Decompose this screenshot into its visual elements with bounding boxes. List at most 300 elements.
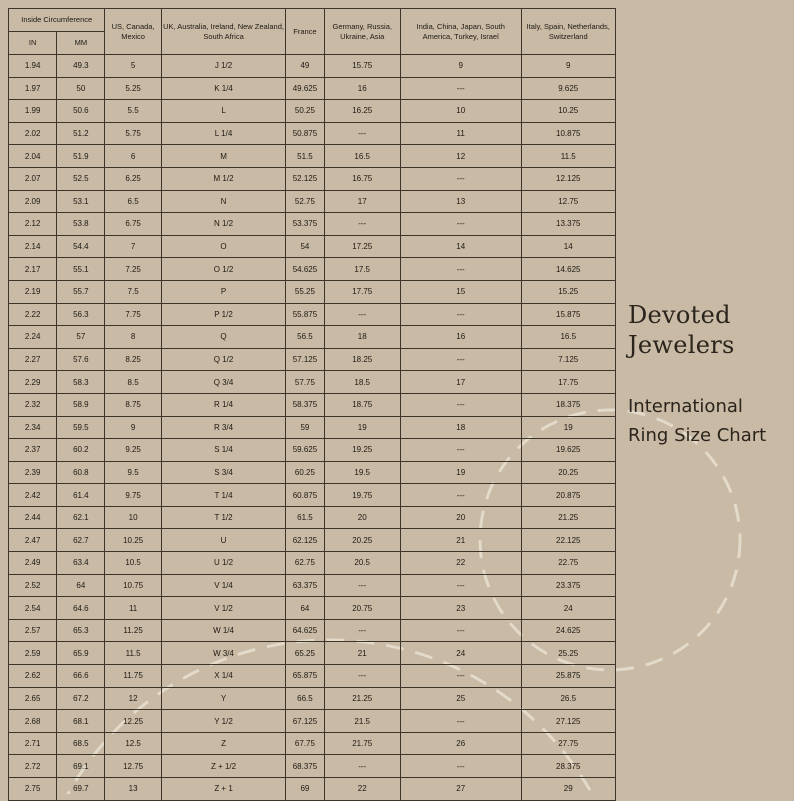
cell-uk: W 3/4 <box>161 642 286 665</box>
cell-in: 1.99 <box>9 100 57 123</box>
cell-uk: R 3/4 <box>161 416 286 439</box>
cell-uk: P 1/2 <box>161 303 286 326</box>
cell-india: --- <box>400 755 521 778</box>
cell-france: 51.5 <box>286 145 324 168</box>
cell-mm: 68.1 <box>57 710 105 733</box>
cell-in: 2.59 <box>9 642 57 665</box>
cell-germany: 20.25 <box>324 529 400 552</box>
cell-us: 10.5 <box>105 552 161 575</box>
cell-in: 2.75 <box>9 778 57 801</box>
cell-us: 7 <box>105 235 161 258</box>
table-row <box>9 755 616 778</box>
cell-france: 64.625 <box>286 619 324 642</box>
cell-us: 12.25 <box>105 710 161 733</box>
cell-in: 2.27 <box>9 348 57 371</box>
cell-france: 69 <box>286 778 324 801</box>
cell-italy: 28.375 <box>521 755 616 778</box>
cell-france: 60.25 <box>286 461 324 484</box>
cell-in: 2.42 <box>9 484 57 507</box>
cell-us: 13 <box>105 778 161 801</box>
cell-uk: R 1/4 <box>161 393 286 416</box>
cell-mm: 52.5 <box>57 167 105 190</box>
header-france: France <box>286 9 324 55</box>
cell-us: 8.5 <box>105 371 161 394</box>
cell-germany: --- <box>324 755 400 778</box>
cell-uk: K 1/4 <box>161 77 286 100</box>
table-row <box>9 303 616 326</box>
cell-india: --- <box>400 619 521 642</box>
cell-mm: 58.3 <box>57 371 105 394</box>
table-row <box>9 461 616 484</box>
cell-mm: 62.7 <box>57 529 105 552</box>
cell-italy: 19.625 <box>521 439 616 462</box>
cell-in: 2.14 <box>9 235 57 258</box>
cell-france: 50.875 <box>286 122 324 145</box>
cell-us: 11.25 <box>105 619 161 642</box>
cell-france: 64 <box>286 597 324 620</box>
cell-uk: V 1/2 <box>161 597 286 620</box>
table-row <box>9 190 616 213</box>
cell-india: 15 <box>400 280 521 303</box>
cell-france: 53.375 <box>286 213 324 236</box>
cell-germany: 19.5 <box>324 461 400 484</box>
cell-india: --- <box>400 77 521 100</box>
cell-us: 12.5 <box>105 732 161 755</box>
cell-us: 6.75 <box>105 213 161 236</box>
cell-us: 9.75 <box>105 484 161 507</box>
table-row <box>9 416 616 439</box>
cell-mm: 49.3 <box>57 55 105 78</box>
cell-in: 2.09 <box>9 190 57 213</box>
cell-in: 1.94 <box>9 55 57 78</box>
cell-germany: 21.25 <box>324 687 400 710</box>
header-uk: UK, Australia, Ireland, New Zealand, South Africa <box>161 9 286 55</box>
cell-mm: 53.1 <box>57 190 105 213</box>
header-inside-circumference: Inside Circumference <box>9 9 105 32</box>
table-row <box>9 778 616 801</box>
cell-germany: --- <box>324 122 400 145</box>
cell-in: 2.12 <box>9 213 57 236</box>
cell-mm: 67.2 <box>57 687 105 710</box>
cell-india: 24 <box>400 642 521 665</box>
cell-us: 6.25 <box>105 167 161 190</box>
header-italy: Italy, Spain, Netherlands, Switzerland <box>521 9 616 55</box>
cell-italy: 20.875 <box>521 484 616 507</box>
cell-italy: 20.25 <box>521 461 616 484</box>
cell-us: 9 <box>105 416 161 439</box>
cell-germany: 16.75 <box>324 167 400 190</box>
cell-italy: 10.875 <box>521 122 616 145</box>
header-germany: Germany, Russia, Ukraine, Asia <box>324 9 400 55</box>
cell-france: 60.875 <box>286 484 324 507</box>
cell-in: 2.71 <box>9 732 57 755</box>
cell-us: 10.75 <box>105 574 161 597</box>
cell-germany: 17.5 <box>324 258 400 281</box>
cell-india: 19 <box>400 461 521 484</box>
cell-in: 2.52 <box>9 574 57 597</box>
cell-uk: Q 1/2 <box>161 348 286 371</box>
header-us: US, Canada, Mexico <box>105 9 161 55</box>
cell-italy: 24.625 <box>521 619 616 642</box>
table-row <box>9 235 616 258</box>
cell-india: 18 <box>400 416 521 439</box>
cell-france: 57.75 <box>286 371 324 394</box>
cell-us: 6 <box>105 145 161 168</box>
table-row <box>9 348 616 371</box>
cell-france: 65.875 <box>286 665 324 688</box>
cell-uk: Z <box>161 732 286 755</box>
cell-uk: U <box>161 529 286 552</box>
cell-germany: 16.25 <box>324 100 400 123</box>
cell-italy: 9 <box>521 55 616 78</box>
cell-france: 57.125 <box>286 348 324 371</box>
cell-france: 54 <box>286 235 324 258</box>
table-row <box>9 484 616 507</box>
cell-france: 67.75 <box>286 732 324 755</box>
cell-germany: 21.5 <box>324 710 400 733</box>
ring-size-table <box>8 8 616 801</box>
cell-uk: T 1/2 <box>161 506 286 529</box>
cell-germany: 19 <box>324 416 400 439</box>
cell-mm: 55.1 <box>57 258 105 281</box>
table-row <box>9 100 616 123</box>
cell-india: --- <box>400 393 521 416</box>
cell-india: 23 <box>400 597 521 620</box>
cell-us: 12 <box>105 687 161 710</box>
cell-mm: 59.5 <box>57 416 105 439</box>
cell-in: 2.19 <box>9 280 57 303</box>
cell-germany: 21 <box>324 642 400 665</box>
cell-france: 55.25 <box>286 280 324 303</box>
table-row <box>9 326 616 349</box>
cell-mm: 68.5 <box>57 732 105 755</box>
cell-germany: 18.75 <box>324 393 400 416</box>
cell-uk: Y <box>161 687 286 710</box>
cell-france: 49.625 <box>286 77 324 100</box>
cell-france: 58.375 <box>286 393 324 416</box>
table-row <box>9 280 616 303</box>
cell-france: 49 <box>286 55 324 78</box>
table-row <box>9 258 616 281</box>
cell-italy: 25.875 <box>521 665 616 688</box>
cell-uk: V 1/4 <box>161 574 286 597</box>
cell-us: 11.5 <box>105 642 161 665</box>
cell-india: --- <box>400 439 521 462</box>
cell-in: 2.34 <box>9 416 57 439</box>
header-india: India, China, Japan, South America, Turkey, Israel <box>400 9 521 55</box>
cell-italy: 18.375 <box>521 393 616 416</box>
table-row <box>9 597 616 620</box>
cell-france: 59.625 <box>286 439 324 462</box>
table-row <box>9 619 616 642</box>
cell-us: 9.25 <box>105 439 161 462</box>
cell-india: --- <box>400 484 521 507</box>
cell-italy: 29 <box>521 778 616 801</box>
cell-germany: 17.25 <box>324 235 400 258</box>
cell-italy: 11.5 <box>521 145 616 168</box>
cell-mm: 62.1 <box>57 506 105 529</box>
cell-france: 50.25 <box>286 100 324 123</box>
cell-in: 2.49 <box>9 552 57 575</box>
cell-uk: L <box>161 100 286 123</box>
cell-germany: --- <box>324 619 400 642</box>
cell-in: 2.54 <box>9 597 57 620</box>
cell-italy: 15.875 <box>521 303 616 326</box>
table-row <box>9 393 616 416</box>
cell-mm: 58.9 <box>57 393 105 416</box>
cell-uk: P <box>161 280 286 303</box>
cell-in: 2.39 <box>9 461 57 484</box>
cell-italy: 15.25 <box>521 280 616 303</box>
cell-mm: 54.4 <box>57 235 105 258</box>
cell-germany: 21.75 <box>324 732 400 755</box>
cell-us: 11.75 <box>105 665 161 688</box>
cell-uk: M 1/2 <box>161 167 286 190</box>
cell-mm: 57.6 <box>57 348 105 371</box>
table-row <box>9 665 616 688</box>
cell-uk: Z + 1/2 <box>161 755 286 778</box>
cell-in: 2.24 <box>9 326 57 349</box>
cell-uk: U 1/2 <box>161 552 286 575</box>
subtitle-line-1: International <box>628 396 743 417</box>
cell-india: 12 <box>400 145 521 168</box>
cell-mm: 51.2 <box>57 122 105 145</box>
cell-us: 9.5 <box>105 461 161 484</box>
cell-in: 2.62 <box>9 665 57 688</box>
table-row <box>9 122 616 145</box>
cell-us: 5.75 <box>105 122 161 145</box>
cell-germany: 16 <box>324 77 400 100</box>
brand-line-1: Devoted <box>628 301 731 329</box>
cell-india: 27 <box>400 778 521 801</box>
cell-germany: --- <box>324 213 400 236</box>
cell-france: 68.375 <box>286 755 324 778</box>
cell-italy: 14 <box>521 235 616 258</box>
cell-india: 11 <box>400 122 521 145</box>
cell-italy: 21.25 <box>521 506 616 529</box>
cell-mm: 69.1 <box>57 755 105 778</box>
cell-india: 17 <box>400 371 521 394</box>
cell-italy: 24 <box>521 597 616 620</box>
brand-line-2: Jewelers <box>628 331 735 359</box>
chart-subtitle <box>628 392 766 450</box>
cell-italy: 26.5 <box>521 687 616 710</box>
cell-mm: 56.3 <box>57 303 105 326</box>
cell-us: 8 <box>105 326 161 349</box>
table-row <box>9 732 616 755</box>
cell-mm: 69.7 <box>57 778 105 801</box>
cell-france: 63.375 <box>286 574 324 597</box>
cell-germany: 19.75 <box>324 484 400 507</box>
cell-uk: J 1/2 <box>161 55 286 78</box>
cell-france: 56.5 <box>286 326 324 349</box>
cell-italy: 22.75 <box>521 552 616 575</box>
cell-italy: 7.125 <box>521 348 616 371</box>
cell-mm: 60.2 <box>57 439 105 462</box>
cell-india: --- <box>400 665 521 688</box>
cell-germany: 19.25 <box>324 439 400 462</box>
cell-italy: 25.25 <box>521 642 616 665</box>
cell-in: 2.02 <box>9 122 57 145</box>
table-row <box>9 687 616 710</box>
cell-germany: --- <box>324 574 400 597</box>
cell-india: --- <box>400 574 521 597</box>
cell-uk: W 1/4 <box>161 619 286 642</box>
table-row <box>9 552 616 575</box>
cell-italy: 12.75 <box>521 190 616 213</box>
cell-germany: --- <box>324 303 400 326</box>
cell-germany: 22 <box>324 778 400 801</box>
cell-us: 8.75 <box>105 393 161 416</box>
cell-india: 25 <box>400 687 521 710</box>
cell-us: 7.75 <box>105 303 161 326</box>
cell-france: 66.5 <box>286 687 324 710</box>
cell-in: 2.17 <box>9 258 57 281</box>
cell-italy: 27.75 <box>521 732 616 755</box>
cell-germany: 20.5 <box>324 552 400 575</box>
cell-in: 2.57 <box>9 619 57 642</box>
cell-germany: --- <box>324 665 400 688</box>
cell-us: 10 <box>105 506 161 529</box>
cell-india: --- <box>400 348 521 371</box>
cell-us: 12.75 <box>105 755 161 778</box>
cell-mm: 66.6 <box>57 665 105 688</box>
table-row <box>9 55 616 78</box>
cell-italy: 13.375 <box>521 213 616 236</box>
cell-germany: 15.75 <box>324 55 400 78</box>
header-mm: MM <box>57 32 105 55</box>
cell-france: 55.875 <box>286 303 324 326</box>
table-row <box>9 710 616 733</box>
cell-uk: T 1/4 <box>161 484 286 507</box>
table-row <box>9 529 616 552</box>
cell-in: 2.32 <box>9 393 57 416</box>
cell-india: 14 <box>400 235 521 258</box>
cell-italy: 23.375 <box>521 574 616 597</box>
cell-in: 2.68 <box>9 710 57 733</box>
table-row <box>9 506 616 529</box>
cell-india: 13 <box>400 190 521 213</box>
table-row <box>9 167 616 190</box>
cell-uk: N 1/2 <box>161 213 286 236</box>
cell-in: 2.65 <box>9 687 57 710</box>
cell-mm: 64.6 <box>57 597 105 620</box>
table-row <box>9 371 616 394</box>
table-row <box>9 77 616 100</box>
cell-us: 10.25 <box>105 529 161 552</box>
cell-us: 8.25 <box>105 348 161 371</box>
table-row <box>9 213 616 236</box>
cell-india: --- <box>400 258 521 281</box>
table-row <box>9 574 616 597</box>
cell-germany: 17 <box>324 190 400 213</box>
cell-in: 2.72 <box>9 755 57 778</box>
cell-uk: O 1/2 <box>161 258 286 281</box>
cell-uk: S 3/4 <box>161 461 286 484</box>
cell-france: 59 <box>286 416 324 439</box>
cell-us: 7.5 <box>105 280 161 303</box>
cell-india: --- <box>400 213 521 236</box>
header-in: IN <box>9 32 57 55</box>
table-row <box>9 145 616 168</box>
cell-india: 9 <box>400 55 521 78</box>
cell-india: 10 <box>400 100 521 123</box>
cell-in: 2.04 <box>9 145 57 168</box>
cell-france: 62.125 <box>286 529 324 552</box>
cell-in: 2.44 <box>9 506 57 529</box>
cell-mm: 60.8 <box>57 461 105 484</box>
cell-us: 11 <box>105 597 161 620</box>
cell-india: 26 <box>400 732 521 755</box>
cell-uk: M <box>161 145 286 168</box>
cell-india: 16 <box>400 326 521 349</box>
cell-france: 67.125 <box>286 710 324 733</box>
cell-mm: 63.4 <box>57 552 105 575</box>
cell-mm: 53.8 <box>57 213 105 236</box>
cell-us: 5 <box>105 55 161 78</box>
cell-mm: 55.7 <box>57 280 105 303</box>
cell-italy: 10.25 <box>521 100 616 123</box>
cell-in: 1.97 <box>9 77 57 100</box>
cell-italy: 14.625 <box>521 258 616 281</box>
cell-mm: 50.6 <box>57 100 105 123</box>
brand-logo <box>628 300 735 360</box>
cell-in: 2.07 <box>9 167 57 190</box>
cell-mm: 64 <box>57 574 105 597</box>
cell-germany: 20 <box>324 506 400 529</box>
cell-uk: Q 3/4 <box>161 371 286 394</box>
table-row <box>9 642 616 665</box>
cell-us: 6.5 <box>105 190 161 213</box>
cell-india: 22 <box>400 552 521 575</box>
cell-germany: 18 <box>324 326 400 349</box>
cell-mm: 61.4 <box>57 484 105 507</box>
cell-france: 61.5 <box>286 506 324 529</box>
cell-uk: O <box>161 235 286 258</box>
cell-mm: 65.9 <box>57 642 105 665</box>
cell-germany: 18.25 <box>324 348 400 371</box>
cell-uk: X 1/4 <box>161 665 286 688</box>
cell-uk: L 1/4 <box>161 122 286 145</box>
cell-uk: S 1/4 <box>161 439 286 462</box>
cell-italy: 22.125 <box>521 529 616 552</box>
cell-france: 62.75 <box>286 552 324 575</box>
cell-uk: Z + 1 <box>161 778 286 801</box>
cell-in: 2.37 <box>9 439 57 462</box>
cell-italy: 12.125 <box>521 167 616 190</box>
cell-germany: 17.75 <box>324 280 400 303</box>
cell-italy: 9.625 <box>521 77 616 100</box>
cell-in: 2.22 <box>9 303 57 326</box>
cell-germany: 18.5 <box>324 371 400 394</box>
subtitle-line-2: Ring Size Chart <box>628 425 767 446</box>
cell-mm: 51.9 <box>57 145 105 168</box>
cell-italy: 16.5 <box>521 326 616 349</box>
cell-germany: 20.75 <box>324 597 400 620</box>
cell-mm: 65.3 <box>57 619 105 642</box>
cell-france: 52.75 <box>286 190 324 213</box>
cell-india: 20 <box>400 506 521 529</box>
cell-in: 2.29 <box>9 371 57 394</box>
cell-uk: N <box>161 190 286 213</box>
cell-italy: 17.75 <box>521 371 616 394</box>
cell-uk: Y 1/2 <box>161 710 286 733</box>
cell-france: 65.25 <box>286 642 324 665</box>
cell-italy: 19 <box>521 416 616 439</box>
cell-india: 21 <box>400 529 521 552</box>
cell-france: 52.125 <box>286 167 324 190</box>
cell-india: --- <box>400 303 521 326</box>
